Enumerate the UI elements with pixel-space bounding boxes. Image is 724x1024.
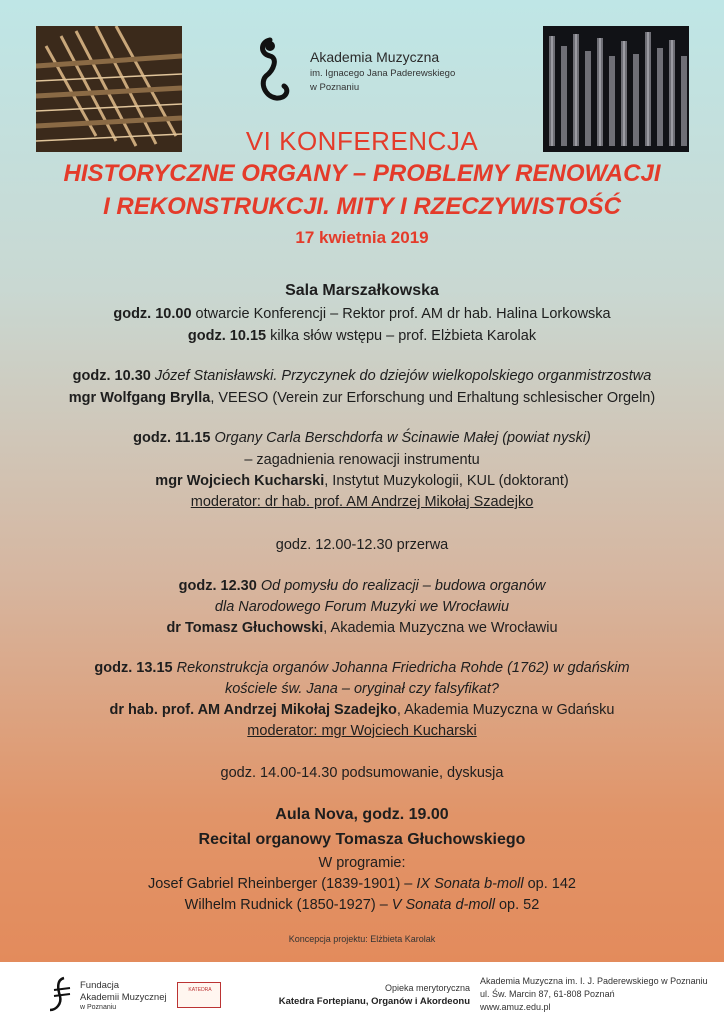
speaker-affiliation: , Akademia Muzyczna we Wrocławiu — [323, 620, 558, 636]
badge-text: KATEDRA — [188, 987, 212, 993]
composer: Josef Gabriel Rheinberger (1839-1901) – — [147, 876, 417, 892]
recital-work-1 — [0, 876, 724, 892]
conference-title-line1: HISTORYCZNE ORGANY – PROBLEMY RENOWACJI — [63, 160, 661, 187]
logo-subtitle: im. Ignacego Jana Paderewskiego — [310, 68, 456, 79]
recital-work-2 — [0, 897, 724, 913]
recital-program-label: W programie: — [318, 855, 406, 871]
program-line-1030-title — [0, 368, 724, 384]
speaker-affiliation: , Akademia Muzyczna w Gdańsku — [396, 702, 615, 718]
speaker-name: dr hab. prof. AM Andrzej Mikołaj Szadejko — [109, 702, 397, 718]
foundation-city: w Poznaniu — [80, 1004, 117, 1011]
logo-name: Akademia Muzyczna — [310, 49, 440, 65]
session-time: godz. 11.15 — [133, 430, 211, 446]
program-line-1115-speaker — [0, 473, 724, 489]
foundation-logo-icon — [46, 976, 76, 1012]
speaker-name: mgr Wolfgang Brylla — [68, 390, 211, 406]
foundation-name-2: Akademii Muzycznej — [80, 992, 167, 1003]
program-line-1115-title — [0, 430, 724, 446]
composer: Wilhelm Rudnick (1850-1927) – — [184, 897, 392, 913]
conference-title-line2: I REKONSTRUKCJI. MITY I RZECZYWISTOŚĆ — [103, 193, 621, 220]
foundation-name: Fundacja — [80, 980, 120, 991]
summary-line: godz. 14.00-14.30 podsumowanie, dyskusja — [220, 765, 504, 781]
program-line-1230-title — [0, 578, 724, 594]
opus: op. 52 — [494, 897, 540, 913]
lecture-title: Od pomysłu do realizacji – budowa organów — [256, 578, 546, 594]
lecture-title: Organy Carla Berschdorfa w Ścinawie Małej (powiat nyski) — [210, 430, 591, 446]
work-title: IX Sonata b-moll — [416, 876, 524, 892]
conference-date: 17 kwietnia 2019 — [295, 228, 429, 247]
address-street: ul. Św. Marcin 87, 61-808 Poznań — [480, 989, 615, 999]
patronage-label: Opieka merytoryczna — [384, 983, 470, 993]
moderator-row-1 — [0, 494, 724, 510]
session-text: kilka słów wstępu – prof. Elżbieta Karolak — [266, 328, 537, 344]
session-text: otwarcie Konferencji – Rektor prof. AM dr hab. Halina Lorkowska — [191, 306, 611, 322]
recital-title: Recital organowy Tomasza Głuchowskiego — [198, 831, 526, 848]
moderator-row-2 — [0, 723, 724, 739]
program-line-1230-speaker — [0, 620, 724, 636]
address-institution: Akademia Muzyczna im. I. J. Paderewskiego w Poznaniu — [480, 976, 708, 986]
lecture-title-cont: kościele św. Jana – oryginał czy falsyfikat? — [224, 681, 499, 697]
session-time: godz. 13.15 — [94, 660, 173, 676]
department-badge — [177, 982, 221, 1008]
program-line-1315-speaker — [0, 702, 724, 718]
lecture-subtitle: – zagadnienia renowacji instrumentu — [244, 452, 480, 468]
opus: op. 142 — [523, 876, 577, 892]
program-line-1030-speaker — [0, 390, 724, 406]
lecture-title-cont: dla Narodowego Forum Muzyki we Wrocławiu — [214, 599, 510, 615]
academy-logo — [256, 36, 486, 106]
session-time: godz. 12.30 — [178, 578, 257, 594]
session-time: godz. 10.00 — [113, 306, 192, 322]
moderator-line: moderator: mgr Wojciech Kucharski — [247, 723, 477, 739]
program-line-1315-title — [0, 660, 724, 676]
speaker-name: dr Tomasz Głuchowski — [166, 620, 324, 636]
speaker-affiliation: , VEESO (Verein zur Erforschung und Erhaltung schlesischer Orgeln) — [210, 390, 656, 406]
recital-venue: Aula Nova, godz. 19.00 — [275, 806, 449, 823]
venue-title: Sala Marszałkowska — [285, 282, 439, 299]
speaker-name: mgr Wojciech Kucharski — [155, 473, 325, 489]
moderator-line: moderator: dr hab. prof. AM Andrzej Mikołaj Szadejko — [190, 494, 534, 510]
website-link[interactable]: www.amuz.edu.pl — [480, 1002, 551, 1012]
logo-city: w Poznaniu — [310, 82, 360, 93]
lecture-title: Józef Stanisławski. Przyczynek do dziejów wielkopolskiego organmistrzostwa — [150, 368, 652, 384]
session-time: godz. 10.15 — [187, 328, 267, 344]
patronage-department: Katedra Fortepianu, Organów i Akordeonu — [278, 996, 470, 1007]
break-line: godz. 12.00-12.30 przerwa — [275, 537, 449, 553]
project-credit: Koncepcja projektu: Elżbieta Karolak — [288, 934, 436, 944]
session-time: godz. 10.30 — [72, 368, 151, 384]
speaker-affiliation: , Instytut Muzykologii, KUL (doktorant) — [324, 473, 569, 489]
program-line-1000 — [0, 306, 724, 322]
lecture-title: Rekonstrukcja organów Johanna Friedricha Rohde (1762) w gdańskim — [172, 660, 630, 676]
treble-note-icon — [256, 36, 294, 102]
work-title: V Sonata d-moll — [391, 897, 495, 913]
program-line-1015 — [0, 328, 724, 344]
conference-number: VI KONFERENCJA — [245, 126, 479, 156]
